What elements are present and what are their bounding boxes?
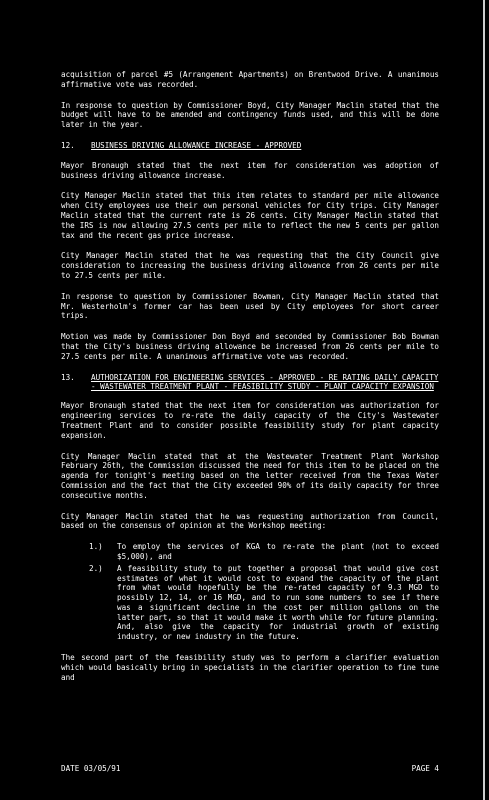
item-13-heading <box>61 373 439 392</box>
list-marker: 2.) <box>89 563 103 573</box>
item-12-paragraph: Mayor Bronaugh stated that the next item for consideration was adoption of business driving allowance increase. <box>61 160 439 180</box>
item-12-paragraph: In response to question by Commissioner Bowman, City Manager Maclin stated that Mr. Westerholm's former car has been used by City employees for short career trips. <box>61 291 439 321</box>
paragraph-acquisition: acquisition of parcel #5 (Arrangement Apartments) on Brentwood Drive. A unanimous affirmative vote was recorded. <box>61 70 439 89</box>
item-12-title: BUSINESS DRIVING ALLOWANCE INCREASE - APPROVED <box>91 140 302 150</box>
scan-edge-line <box>483 0 485 800</box>
document-body <box>61 70 439 693</box>
item-12-paragraph: City Manager Maclin stated that he was requesting that the City Council give consideration to increasing the business driving allowance from 26 cents per mile to 27.5 cents per mile. <box>61 251 439 280</box>
item-12-heading <box>61 141 439 151</box>
list-item <box>61 564 439 642</box>
footer-date: DATE 03/05/91 <box>61 764 121 773</box>
item-12-paragraph: Motion was made by Commissioner Don Boyd and seconded by Commissioner Bob Bowman that the City's business driving allowance be increased from 26 cents per mile to 27.5 cents per mile. A unanimous affirmative vote was recorded. <box>61 332 439 361</box>
item-13-paragraph: City Manager Maclin stated that he was requesting authorization from Council, based on the consensus of opinion at the Workshop meeting: <box>61 511 439 531</box>
page-footer <box>61 764 439 774</box>
item-12-paragraph: City Manager Maclin stated that this item relates to standard per mile allowance when City employees use their own personal vehicles for City trips. City Manager Maclin stated that the current rate is 26 cents. City Manager Maclin stated that the IRS is now allowing 27.5 cents per mile to reflect the new 5 cents per gallon tax and the recent gas price increase. <box>61 191 439 240</box>
paragraph-budget: In response to question by Commissioner Boyd, City Manager Maclin stated that the budget will have to be amended and contingency funds used, and this will be done later in the year. <box>61 100 439 130</box>
list-text: To employ the services of KGA to re-rate the plant (not to exceed $5,000), and <box>117 542 439 561</box>
item-13-list <box>61 542 439 642</box>
list-text: A feasibility study to put together a proposal that would give cost estimates of what it would cost to expand the capacity of the plant from what would hopefully be the re-rated capacity of 9.3 MGD to possibly 12, 14, or 16 MGD, and to run some numbers to see if there was a significant decline in the cost per million gallons on the latter part, so that it would make it worth while for future planning. And, also give the capacity for industrial growth of existing industry, or new industry in the future. <box>117 563 439 642</box>
item-13-closing-paragraph: The second part of the feasibility study was to perform a clarifier evaluation which would basically bring in specialists in the clarifier operation to fine tune and <box>61 653 439 682</box>
item-13-paragraph: Mayor Bronaugh stated that the next item for consideration was authorization for engineering services to re-rate the daily capacity of the City's Wastewater Treatment Plant and to consider possible feasibility study for plant capacity expansion. <box>61 401 439 440</box>
item-13-number: 13. <box>61 372 75 382</box>
list-item <box>61 542 439 562</box>
item-13-paragraph: City Manager Maclin stated that at the Wastewater Treatment Plant Workshop February 26th, the Commission discussed the need for this item to be placed on the agenda for tonight's meeting based on the letter received from the Texas Water Commission and the fact that the City exceeded 90% of its daily capacity for three consecutive months. <box>61 451 439 500</box>
item-13-title: AUTHORIZATION FOR ENGINEERING SERVICES - APPROVED - RE RATING DAILY CAPACITY - WASTEWATER TREATMENT PLANT - FEASIBILITY STUDY - PLANT CAPACITY EXPANSION <box>91 372 439 391</box>
item-12-number: 12. <box>61 140 75 150</box>
list-marker: 1.) <box>89 542 103 552</box>
footer-page-number: PAGE 4 <box>411 764 439 773</box>
